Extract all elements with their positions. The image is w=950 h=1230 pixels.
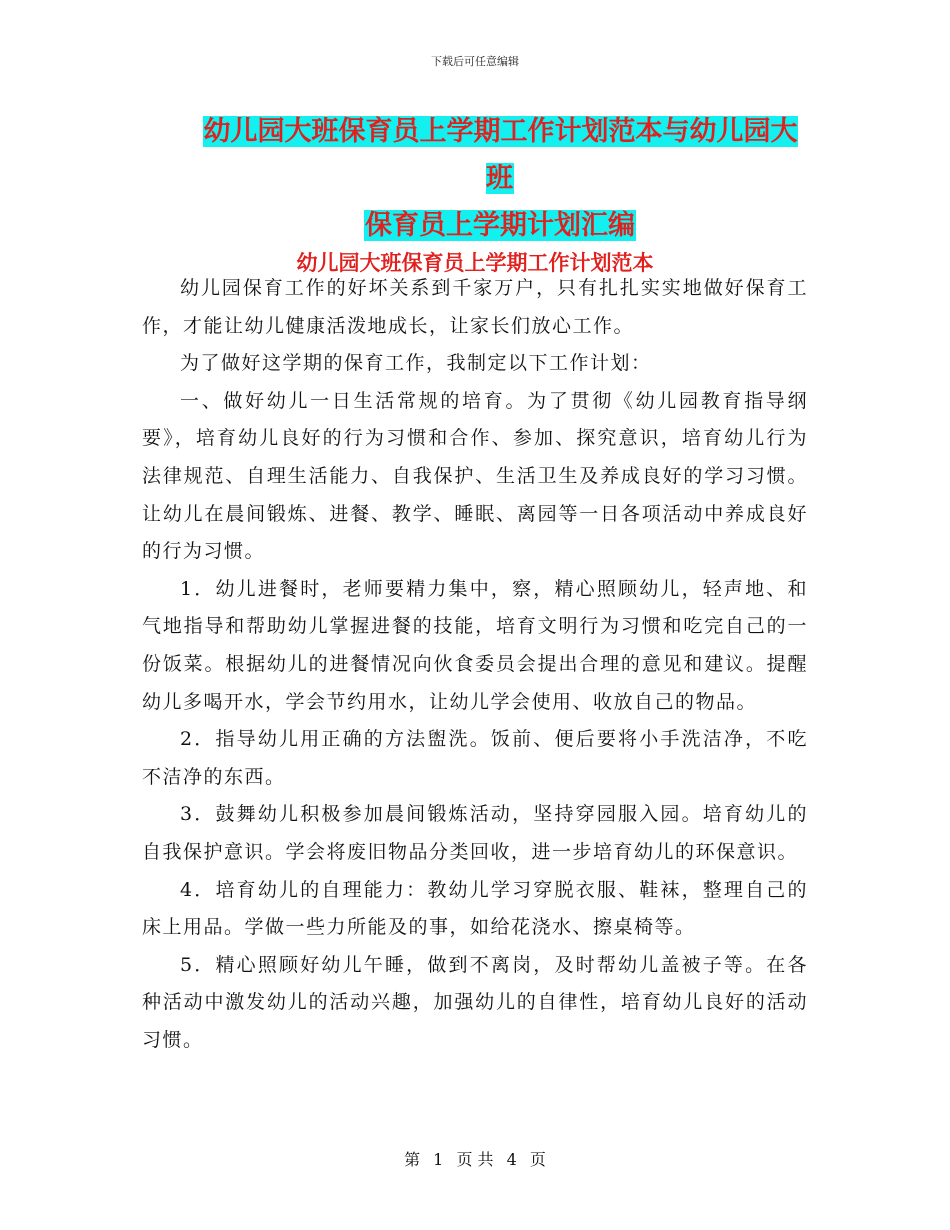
footer-prefix: 第 xyxy=(404,1150,421,1169)
title-line-1: 幼儿园大班保育员上学期工作计划范本与幼儿园大班 xyxy=(203,116,798,194)
document-title xyxy=(190,108,810,249)
footer-suffix: 页 xyxy=(529,1150,546,1169)
paragraph: 1．幼儿进餐时，老师要精力集中，察，精心照顾幼儿，轻声地、和气地指导和帮助幼儿掌握进餐的技能，培育文明行为习惯和吃完自己的一份饭菜。根据幼儿的进餐情况向伙食委员会提出合理的意见和建议。提醒幼儿多喝开水，学会节约用水，让幼儿学会使用、收放自己的物品。 xyxy=(142,577,808,713)
paragraph: 5．精心照顾好幼儿午睡，做到不离岗，及时帮幼儿盖被子等。在各种活动中激发幼儿的活动兴趣，加强幼儿的自律性，培育幼儿良好的活动习惯。 xyxy=(142,953,808,1051)
current-page-number: 1 xyxy=(433,1150,444,1169)
footer-middle: 页 共 xyxy=(456,1150,494,1169)
title-line-2: 保育员上学期计划汇编 xyxy=(365,210,635,241)
paragraph: 幼儿园保育工作的好坏关系到千家万户，只有扎扎实实地做好保育工作，才能让幼儿健康活泼地成长，让家长们放心工作。 xyxy=(142,277,808,337)
paragraph: 为了做好这学期的保育工作，我制定以下工作计划： xyxy=(180,352,652,375)
header-note: 下载后可任意编辑 xyxy=(431,55,519,68)
page-footer xyxy=(0,1147,950,1170)
document-body xyxy=(142,270,808,1059)
total-page-count: 4 xyxy=(506,1150,517,1169)
paragraph: 2．指导幼儿用正确的方法盥洗。饭前、便后要将小手洗洁净，不吃不洁净的东西。 xyxy=(142,728,808,788)
paragraph: 4．培育幼儿的自理能力：教幼儿学习穿脱衣服、鞋袜，整理自己的床上用品。学做一些力所能及的事，如给花浇水、擦桌椅等。 xyxy=(142,878,808,939)
paragraph: 一、做好幼儿一日生活常规的培育。为了贯彻《幼儿园教育指导纲要》，培育幼儿良好的行为习惯和合作、参加、探究意识，培育幼儿行为法律规范、自理生活能力、自我保护、生活卫生及养成良好的学习习惯。让幼儿在晨间锻炼、进餐、教学、睡眠、离园等一日各项活动中养成良好的行为习惯。 xyxy=(142,389,808,563)
paragraph: 3．鼓舞幼儿积极参加晨间锻炼活动，坚持穿园服入园。培育幼儿的自我保护意识。学会将废旧物品分类回收，进一步培育幼儿的环保意识。 xyxy=(142,803,808,863)
section-title: 幼儿园大班保育员上学期工作计划范本 xyxy=(296,251,654,275)
